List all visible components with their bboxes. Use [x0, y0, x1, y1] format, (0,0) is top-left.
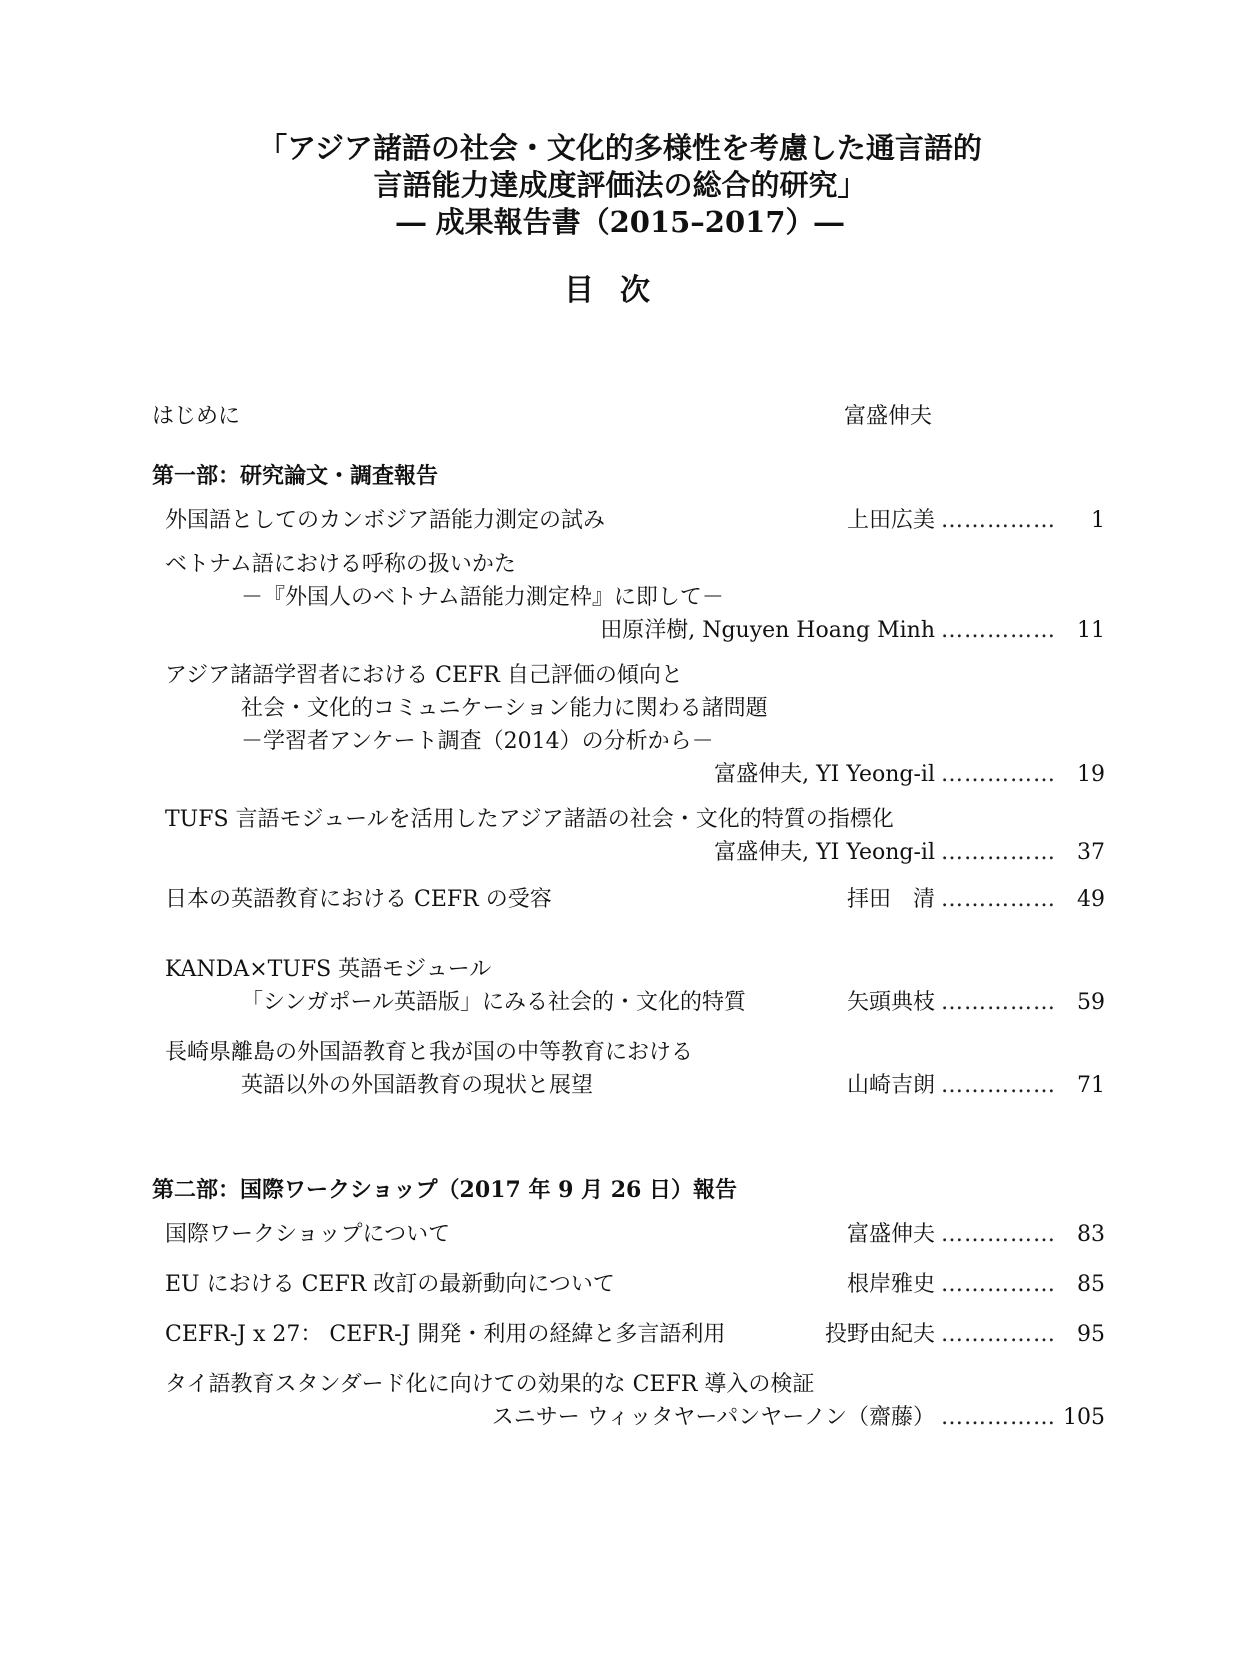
entry-author: 富盛伸夫, YI Yeong-il	[714, 762, 935, 787]
entry-title: タイ語教育スタンダード化に向けての効果的な CEFR 導入の検証	[165, 1372, 815, 1397]
dot-leader: ……………	[941, 1222, 1056, 1247]
entry-author: 田原洋樹, Nguyen Hoang Minh	[600, 618, 935, 643]
part1-title: 第一部：研究論文・調査報告	[152, 463, 439, 489]
page-number: 83	[1077, 1222, 1105, 1247]
intro-entry	[152, 403, 932, 433]
entry-subtitle: 英語以外の外国語教育の現状と展望	[241, 1073, 594, 1098]
toc-entry	[165, 885, 1105, 918]
entry-author: 山崎吉朗	[846, 1073, 935, 1098]
entry-author: 根岸雅史	[846, 1272, 935, 1297]
dot-leader: ……………	[941, 508, 1056, 533]
page-number: 71	[1077, 1073, 1105, 1098]
entry-title: 外国語としてのカンボジア語能力測定の試み	[165, 508, 606, 533]
dot-leader: ……………	[941, 1073, 1056, 1098]
entry-subtitle: －『外国人のベトナム語能力測定枠』に即して－	[241, 585, 724, 610]
entry-title: 国際ワークショップについて	[165, 1222, 451, 1247]
part2-title: 第二部：国際ワークショップ（2017 年 9 月 26 日）報告	[152, 1177, 738, 1203]
title-line-2: 言語能力達成度評価法の総合的研究」	[373, 168, 867, 202]
page-number: 11	[1077, 618, 1105, 643]
page-number: 19	[1077, 762, 1105, 787]
report-title	[0, 130, 1240, 241]
toc-entry	[165, 805, 1105, 871]
toc-entry	[165, 1220, 1105, 1253]
toc-entry	[165, 1270, 1105, 1303]
entry-subtitle: 社会・文化的コミュニケーション能力に関わる諸問題	[241, 696, 768, 721]
page-number: 49	[1077, 887, 1105, 912]
dot-leader: ……………	[941, 1322, 1056, 1347]
toc-entry	[165, 1038, 1105, 1104]
entry-subtitle: －学習者アンケート調査（2014）の分析から－	[241, 729, 714, 754]
entry-title: アジア諸語学習者における CEFR 自己評価の傾向と	[165, 663, 683, 688]
toc-heading: 目次	[564, 273, 676, 308]
entry-title: ベトナム語における呼称の扱いかた	[165, 552, 516, 577]
entry-author: 富盛伸夫	[846, 1222, 935, 1247]
dot-leader: ……………	[941, 1272, 1056, 1297]
entry-title: KANDA×TUFS 英語モジュール	[165, 957, 492, 982]
intro-title: はじめに	[152, 404, 241, 429]
toc-entry	[165, 661, 1105, 793]
toc-entry	[165, 1370, 1105, 1436]
toc-entry	[165, 955, 1105, 1021]
entry-title: CEFR-J x 27： CEFR-J 開発・利用の経緯と多言語利用	[165, 1322, 726, 1347]
dot-leader: ……………	[941, 762, 1056, 787]
dot-leader: ……………	[941, 990, 1056, 1015]
entry-author: 上田広美	[846, 508, 935, 533]
toc-entry	[165, 506, 1105, 539]
entry-subtitle: 「シンガポール英語版」にみる社会的・文化的特質	[241, 990, 747, 1015]
page-number: 59	[1077, 990, 1105, 1015]
entry-author: 矢頭典枝	[846, 990, 935, 1015]
page-number: 85	[1077, 1272, 1105, 1297]
dot-leader: ……………	[941, 618, 1056, 643]
title-line-1: 「アジア諸語の社会・文化的多様性を考慮した通言語的	[258, 131, 982, 165]
page-number: 105	[1063, 1405, 1105, 1430]
entry-author: 拝田 清	[846, 887, 935, 912]
toc-entry	[165, 1320, 1105, 1353]
entry-title: TUFS 言語モジュールを活用したアジア諸語の社会・文化的特質の指標化	[165, 807, 894, 832]
entry-author: 富盛伸夫, YI Yeong-il	[714, 840, 935, 865]
page-number: 95	[1077, 1322, 1105, 1347]
entry-title: EU における CEFR 改訂の最新動向について	[165, 1272, 615, 1297]
entry-author: スニサー ウィッタヤーパンヤーノン（齋藤）	[491, 1405, 935, 1430]
dot-leader: ……………	[941, 887, 1056, 912]
page-number: 1	[1091, 508, 1105, 533]
intro-author: 富盛伸夫	[843, 404, 932, 429]
toc-entry	[165, 550, 1105, 649]
entry-title: 長崎県離島の外国語教育と我が国の中等教育における	[165, 1040, 694, 1065]
entry-author: 投野由紀夫	[824, 1322, 935, 1347]
entry-title: 日本の英語教育における CEFR の受容	[165, 887, 552, 912]
title-line-3: ― 成果報告書（2015–2017）―	[396, 205, 844, 239]
dot-leader: ……………	[941, 1405, 1056, 1430]
page-number: 37	[1077, 840, 1105, 865]
dot-leader: ……………	[941, 840, 1056, 865]
